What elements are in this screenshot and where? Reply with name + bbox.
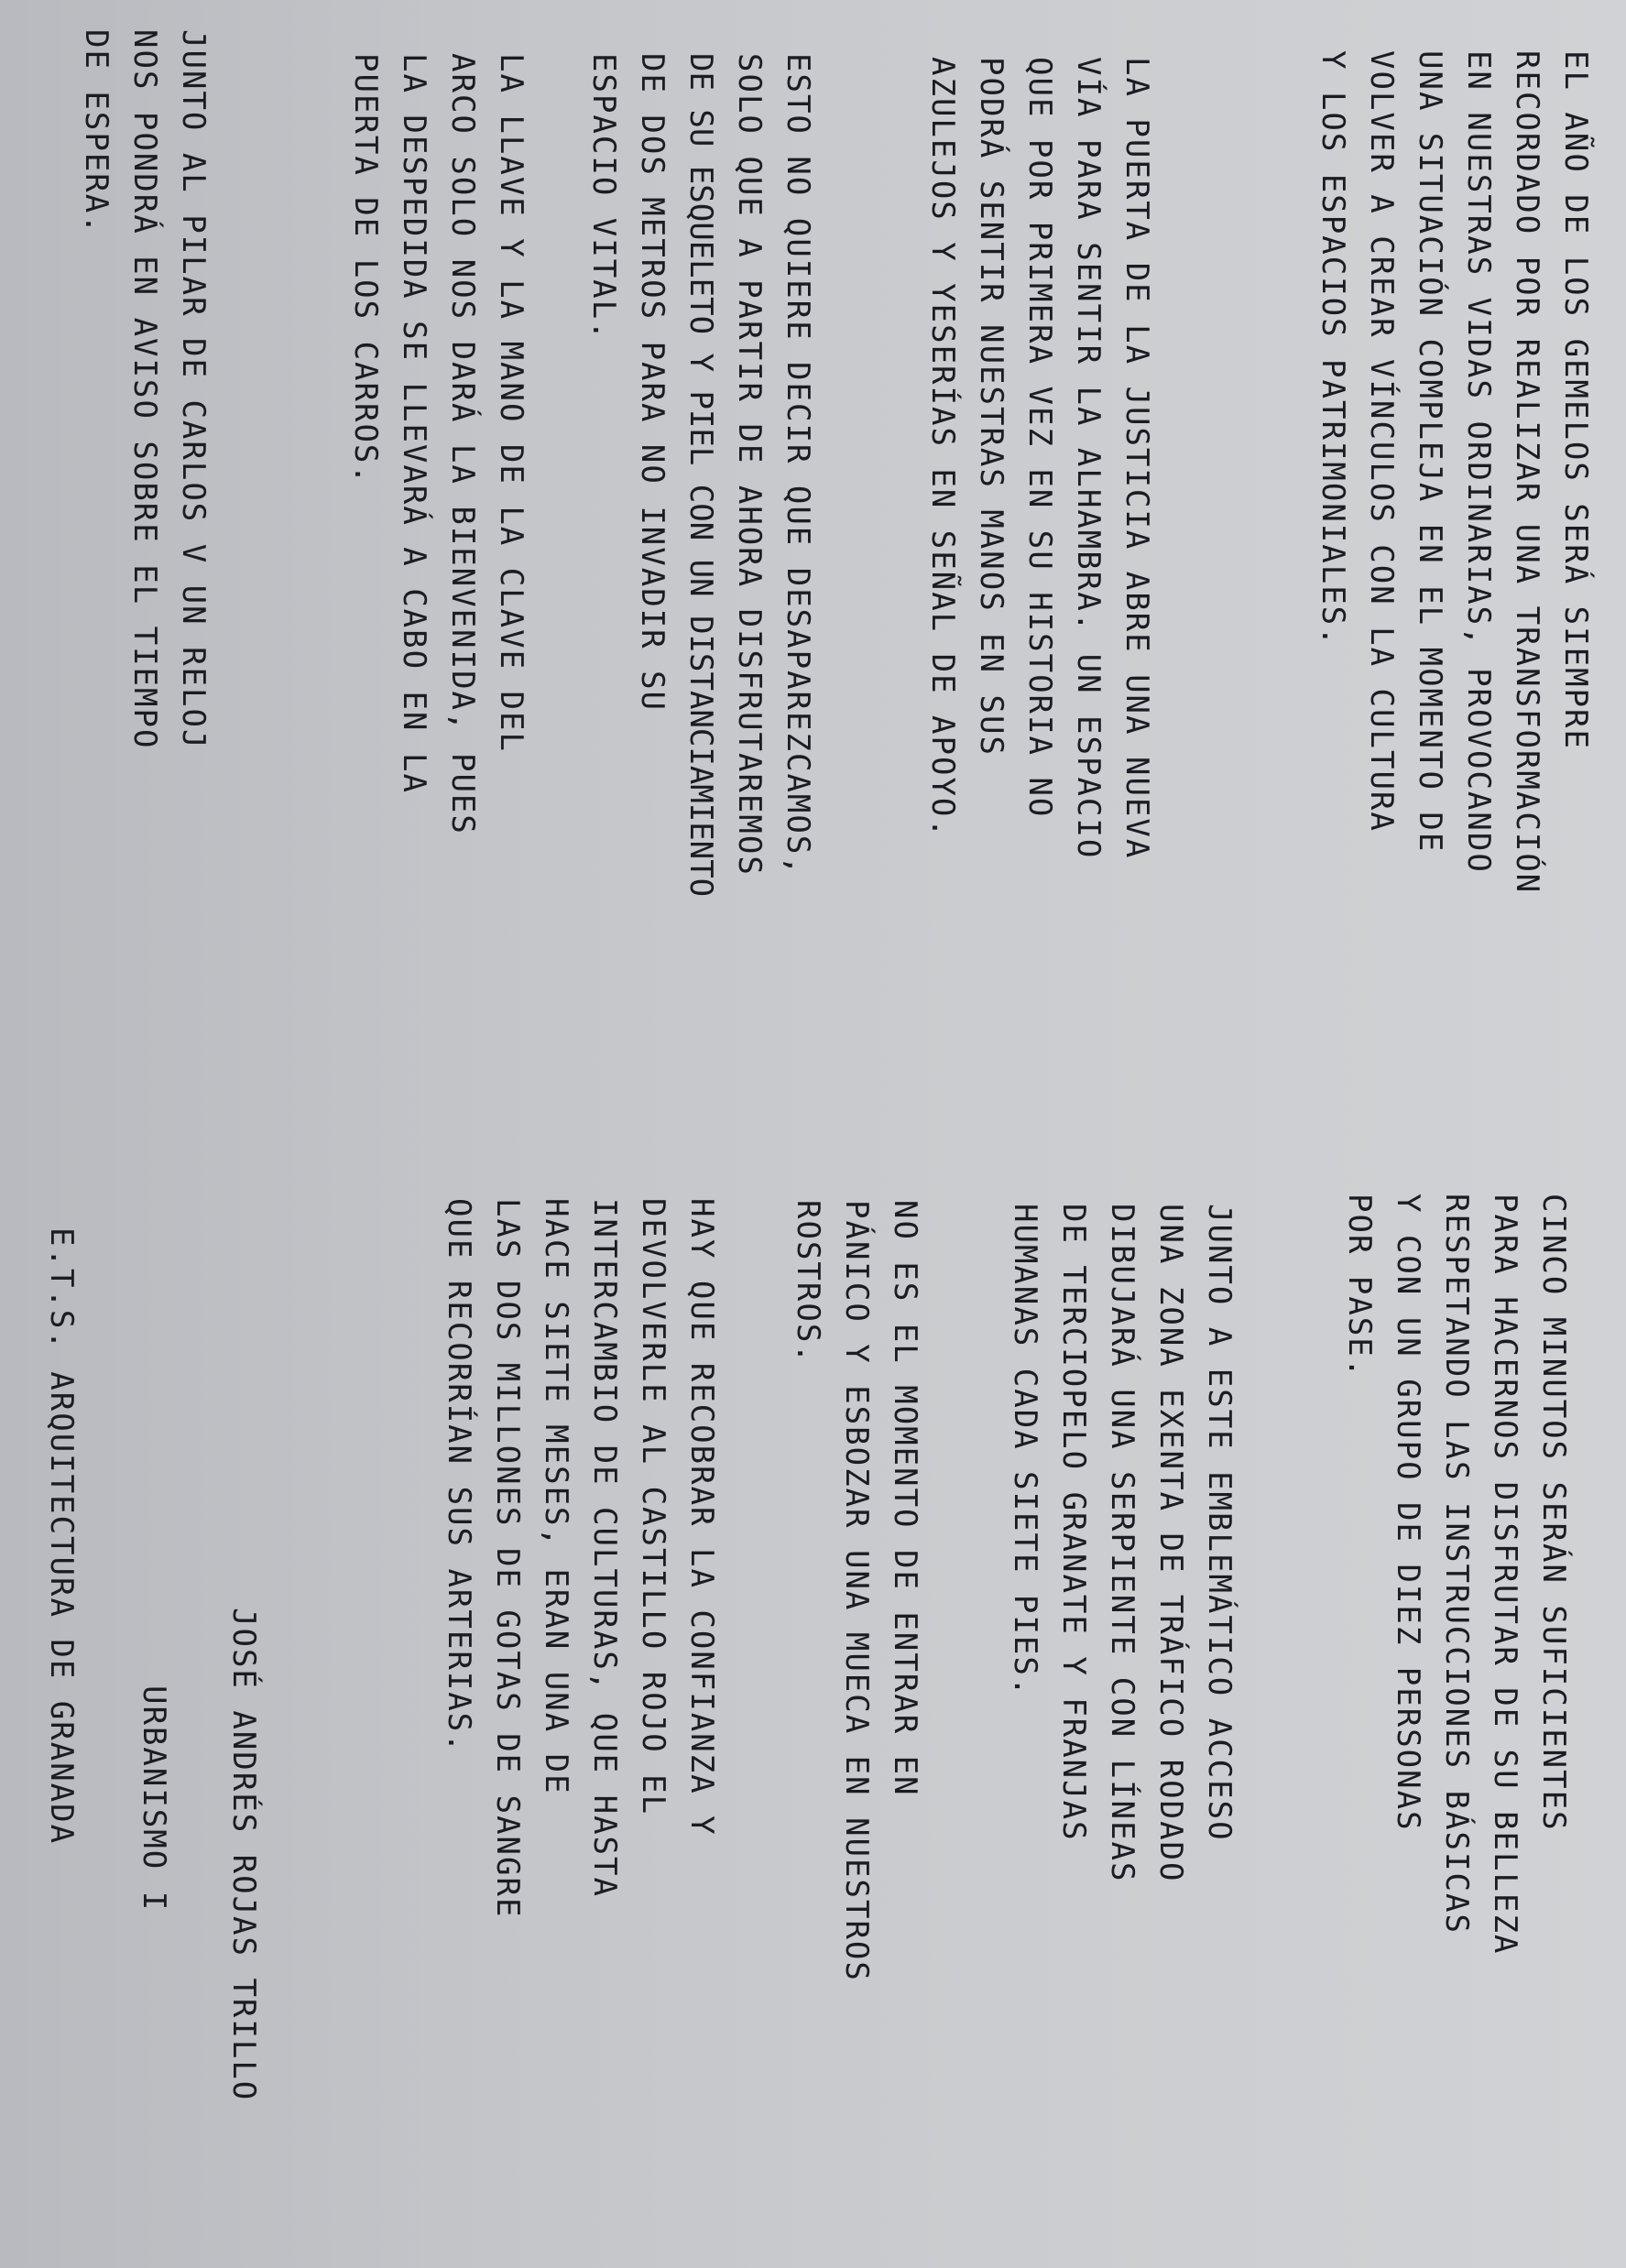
text-line: RESPETANDO LAS INSTRUCCIONES BÁSICAS — [1438, 1194, 1475, 1935]
text-line: EN NUESTRAS VIDAS ORDINARIAS, PROVOCANDO — [1460, 50, 1497, 874]
text-line: LAS DOS MILLONES DE GOTAS DE SANGRE — [489, 1198, 526, 1919]
paragraph-gemelos — [1308, 50, 1599, 894]
text-line: DIBUJARÁ UNA SERPIENTE CON LÍNEAS — [1104, 1204, 1140, 1883]
text-line: DE ESPERA. — [78, 29, 115, 235]
text-line: JUNTO A ESTE EMBLEMÁTICO ACCESO — [1201, 1204, 1238, 1842]
text-line: ROSTROS. — [790, 1200, 826, 1365]
text-line: DE DOS METROS PARA NO INVADIR SU — [634, 53, 671, 713]
text-line: LA PUERTA DE LA JUSTICIA ABRE UNA NUEVA — [1119, 57, 1155, 860]
text-line: INTERCAMBIO DE CULTURAS, QUE HASTA — [586, 1198, 623, 1898]
paragraph-llave-mano — [341, 53, 535, 835]
text-line: Y CON UN GRUPO DE DIEZ PERSONAS — [1390, 1194, 1426, 1832]
text-line: DE TERCIOPELO GRANATE Y FRANJAS — [1055, 1204, 1092, 1842]
text-line: LA LLAVE Y LA MANO DE LA CLAVE DEL — [493, 53, 529, 753]
text-line: LA DESPEDIDA SE LLEVARÁ A CABO EN LA — [396, 53, 432, 794]
text-line: ESTO NO QUIERE DECIR QUE DESAPAREZCAMOS, — [780, 53, 816, 877]
paragraph-confianza — [434, 1198, 726, 1918]
text-line: Y LOS ESPACIOS PATRIMONIALES. — [1315, 50, 1351, 648]
paragraph-puerta-justicia — [918, 57, 1161, 859]
text-line: PÁNICO Y ESBOZAR UNA MUECA EN NUESTROS — [838, 1200, 875, 1982]
paragraph-pilar-carlos-v — [71, 29, 217, 749]
text-line: NOS PONDRÁ EN AVISO SOBRE EL TIEMPO — [126, 29, 163, 750]
text-line: ESPACIO VITAL. — [585, 53, 622, 342]
paragraph-serpiente — [1000, 1204, 1243, 1883]
text-line: CINCO MINUTOS SERÁN SUFICIENTES — [1535, 1194, 1572, 1832]
text-line: JUNTO AL PILAR DE CARLOS V UN RELOJ — [175, 29, 212, 750]
text-line: VÍA PARA SENTIR LA ALHAMBRA. UN ESPACIO — [1070, 57, 1107, 860]
school-name: E.T.S. ARQUITECTURA DE GRANADA — [43, 1227, 80, 1846]
text-line: PUERTA DE LOS CARROS. — [347, 53, 384, 485]
text-line: DE SU ESQUELETO Y PIEL CON UN DISTANCIAMIENTO — [682, 53, 719, 898]
text-line: HUMANAS CADA SIETE PIES. — [1007, 1204, 1043, 1698]
text-line: UNA ZONA EXENTA DE TRÁFICO RODADO — [1152, 1204, 1189, 1883]
text-line: VOLVER A CREAR VÍNCULOS CON LA CULTURA — [1363, 50, 1400, 833]
text-line: QUE POR PRIMERA VEZ EN SU HISTORIA NO — [1021, 57, 1058, 819]
text-line: RECORDADO POR REALIZAR UNA TRANSFORMACIÓN — [1509, 50, 1545, 895]
paragraph-desaparezcamos — [579, 53, 822, 897]
text-line: AZULEJOS Y YESERÍAS EN SEÑAL DE APOYO. — [924, 57, 961, 839]
text-line: DEVOLVERLE AL CASTILLO ROJO EL — [635, 1198, 671, 1816]
text-line: QUE RECORRÍAN SUS ARTERIAS. — [441, 1198, 477, 1754]
text-line: PODRÁ SENTIR NUESTRAS MANOS EN SUS — [973, 57, 1009, 757]
text-line: ARCO SOLO NOS DARÁ LA BIENVENIDA, PUES — [444, 53, 481, 835]
text-line: POR PASE. — [1341, 1194, 1378, 1379]
text-line: HAY QUE RECOBRAR LA CONFIANZA Y — [683, 1198, 720, 1837]
course-name: URBANISMO I — [136, 1685, 172, 1913]
paragraph-panico — [783, 1200, 929, 1982]
text-line: SOLO QUE A PARTIR DE AHORA DISFRUTAREMOS — [731, 53, 768, 877]
text-line: UNA SITUACIÓN COMPLEJA EN EL MOMENTO DE — [1412, 50, 1448, 854]
text-line: EL AÑO DE LOS GEMELOS SERÁ SIEMPRE — [1557, 50, 1594, 750]
text-line: NO ES EL MOMENTO DE ENTRAR EN — [887, 1200, 923, 1797]
paragraph-cinco-minutos — [1335, 1194, 1577, 1955]
author-name: JOSÉ ANDRÉS ROJAS TRILLO — [225, 1608, 262, 2102]
text-line: PARA HACERNOS DISFRUTAR DE SU BELLEZA — [1487, 1194, 1523, 1956]
text-line: HACE SIETE MESES, ERAN UNA DE — [538, 1198, 574, 1795]
